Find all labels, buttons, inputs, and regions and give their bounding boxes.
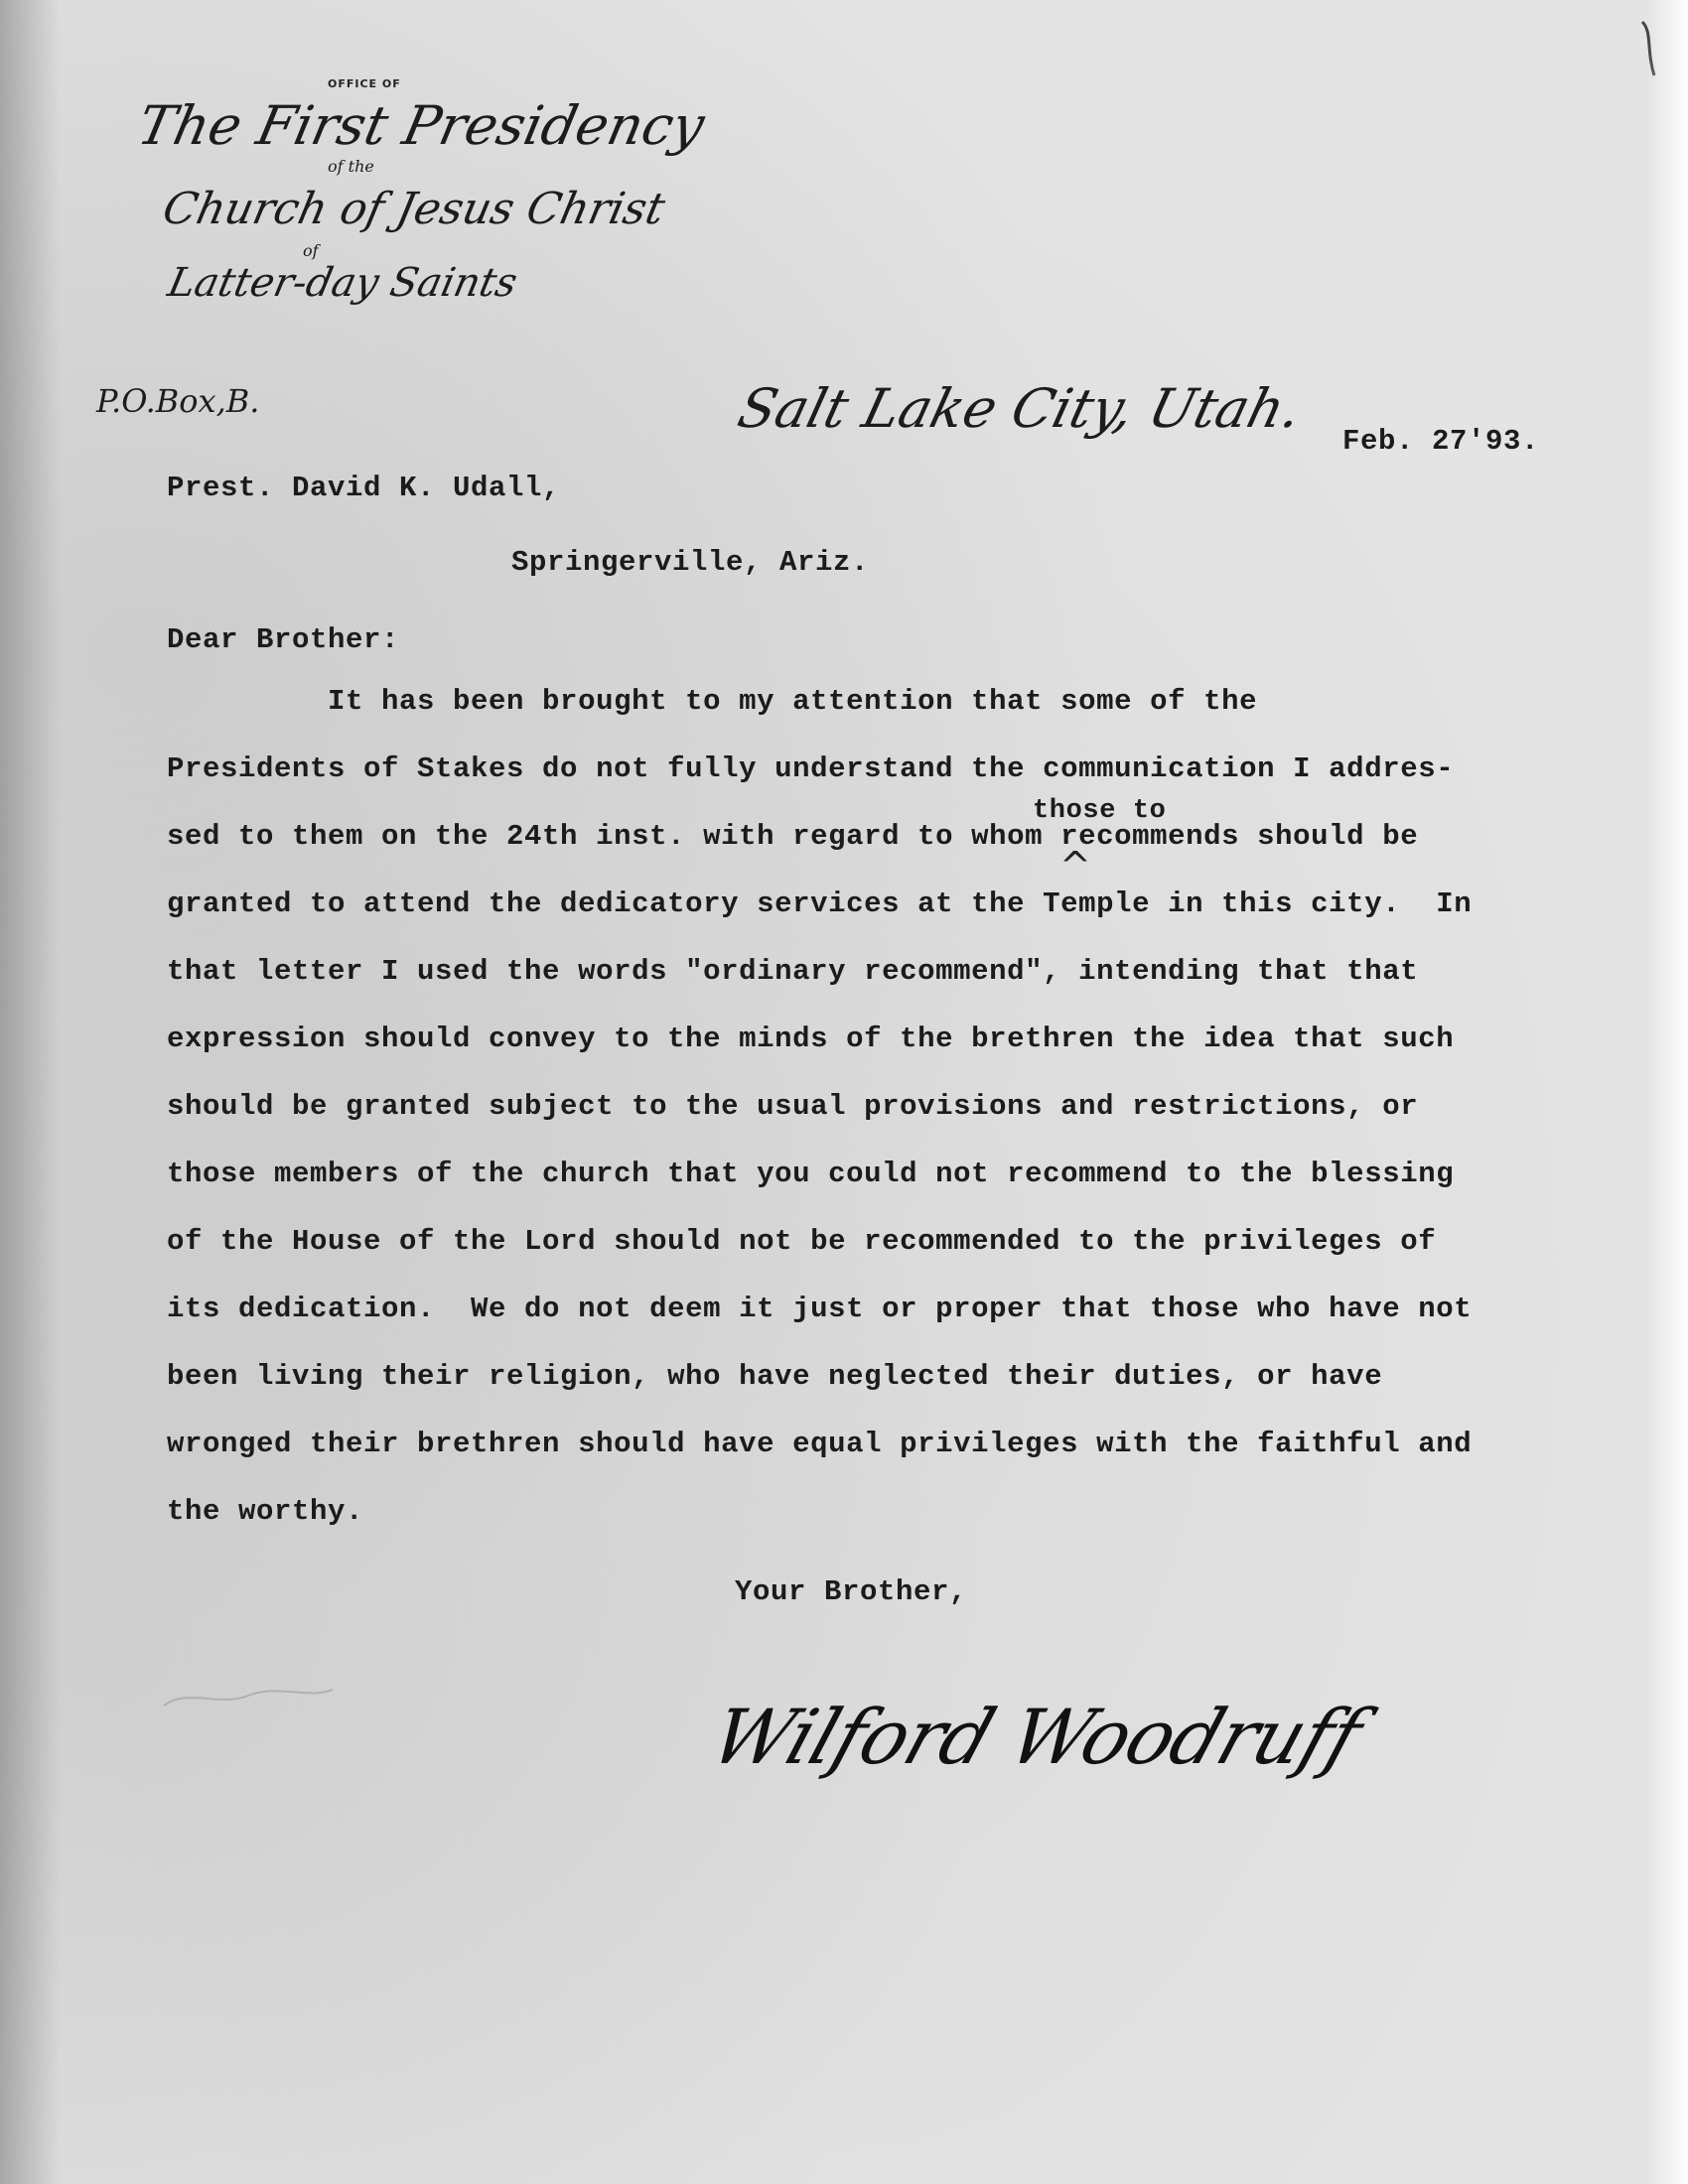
insertion-caret: ^: [1059, 844, 1091, 887]
body-line: expression should convey to the minds of the brethren the idea that such: [167, 1023, 1455, 1055]
signature: [700, 1693, 1372, 1781]
letterhead-office-of: OFFICE OF: [328, 77, 401, 90]
salutation: Dear Brother:: [167, 623, 400, 656]
faint-mark-icon: [159, 1678, 338, 1717]
letterhead-latter-day-saints: Latter-day Saints: [164, 260, 521, 306]
recipient-name: Prest. David K. Udall,: [167, 472, 561, 504]
body-line: granted to attend the dedicatory services at the Temple in this city. In: [167, 887, 1473, 920]
letterhead-first-presidency: The First Presidency: [132, 94, 710, 157]
body-line: of the House of the Lord should not be recommended to the privileges of: [167, 1225, 1437, 1258]
body-line: been living their religion, who have neglected their duties, or have: [167, 1360, 1383, 1393]
closing: Your Brother,: [735, 1575, 968, 1608]
letterhead-po-box: P.O.Box,B.: [96, 382, 260, 420]
body-line: the worthy.: [167, 1495, 364, 1528]
letter-date: Feb. 27'93.: [1342, 425, 1540, 458]
body-line: It has been brought to my attention that some of the: [167, 685, 1258, 718]
body-line: that letter I used the words "ordinary recommend", intending that that: [167, 955, 1419, 988]
letterhead-church-name: Church of Jesus Christ: [158, 184, 670, 234]
body-line: its dedication. We do not deem it just or proper that those who have not: [167, 1293, 1473, 1325]
body-line: wronged their brethren should have equal privileges with the faithful and: [167, 1428, 1473, 1460]
body-line: those members of the church that you could not recommend to the blessing: [167, 1158, 1455, 1190]
recipient-city: Springerville, Ariz.: [511, 546, 870, 579]
letterhead-place: Salt Lake City, Utah.: [732, 377, 1309, 440]
body-line: Presidents of Stakes do not fully understand the communication I addres-: [167, 752, 1455, 785]
signature-text: Wilford Woodruff: [700, 1693, 1372, 1781]
letterhead-of-the: of the: [328, 157, 374, 176]
body-line: should be granted subject to the usual provisions and restrictions, or: [167, 1090, 1419, 1123]
interlinear-insertion: those to: [1033, 796, 1167, 826]
letterhead-of: of: [303, 241, 319, 260]
staple-mark-icon: [1638, 20, 1660, 79]
body-line: sed to them on the 24th inst. with regard to whom recommends should be: [167, 820, 1419, 853]
